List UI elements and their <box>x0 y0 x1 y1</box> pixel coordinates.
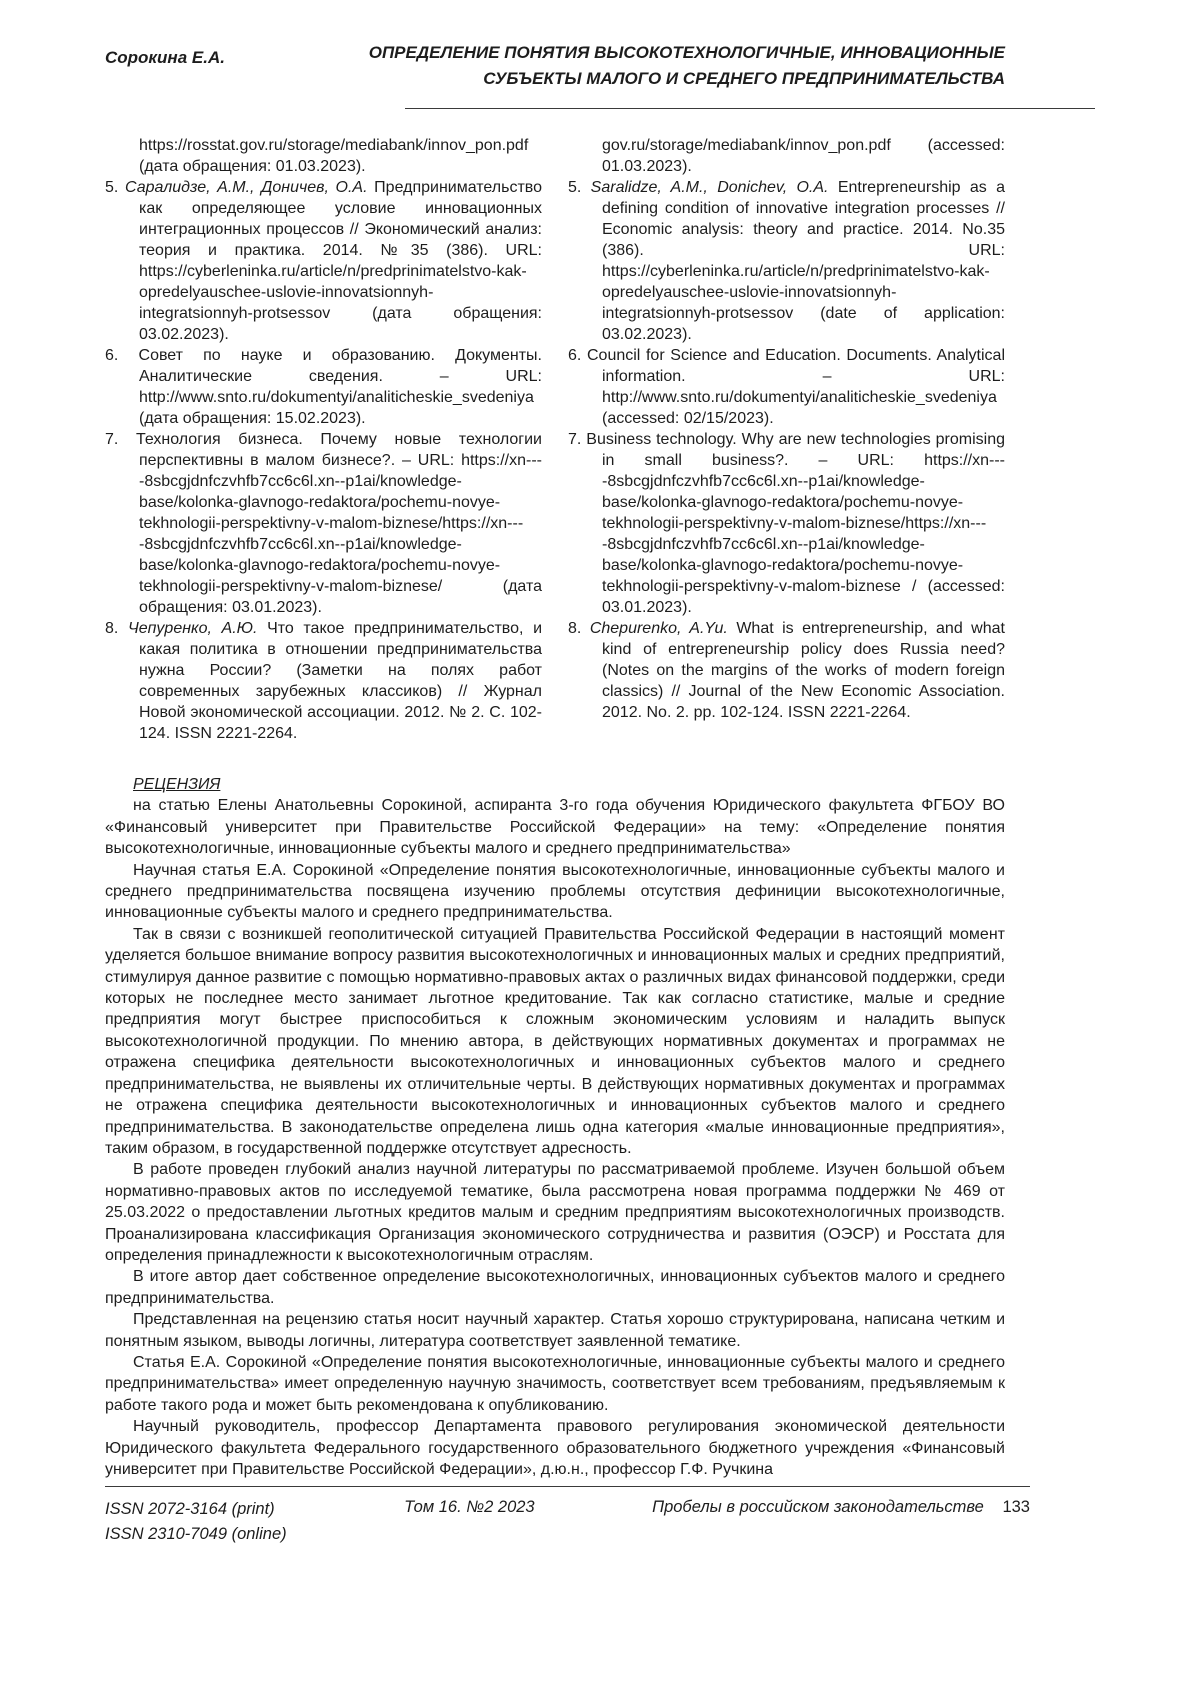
review-paragraph: В работе проведен глубокий анализ научной литературы по рассматриваемой проблеме. Изучен большой объем нормативно-правовых актов по исследуемой тематике, была рассмотрена новая программа поддержки № 469 от 25.03.2022 о предоставлении льготных кредитов малым и средним предприятиям высокотехнологичных производств. Проанализирована классификация Организация экономического сотрудничества и развития (ОЭСР) и Росстата для определения принадлежности к высокотехнологичным отраслям. <box>105 1161 1005 1264</box>
review-paragraph: В итоге автор дает собственное определение высокотехнологичных, инновационных субъектов малого и среднего предпринимательства. <box>105 1268 1005 1307</box>
page-number: 133 <box>1002 1498 1030 1516</box>
reference-text: Что такое предпринимательство, и какая политика в отношении предпринимательства нужна России? (Заметки на полях работ современных зарубежных классиков) // Журнал Новой экономической ассоциации. 2012. № 2. С. 102-124. ISSN 2221-2264. <box>139 620 543 742</box>
review-paragraph: Научный руководитель, профессор Департамента правового регулирования экономической деятельности Юридического факультета Федерального государственного образовательного бюджетного учреждения «Финансовый университет при Правительстве Российской Федерации», д.ю.н., профессор Г.Ф. Ручкина <box>105 1418 1005 1478</box>
author-name: Сорокина Е.А. <box>105 48 225 67</box>
reference-continuation: gov.ru/storage/mediabank/innov_pon.pdf (accessed: 01.03.2023). <box>602 137 1005 175</box>
reference-text: Entrepreneurship as a defining condition of innovative integration processes // Economic analysis: theory and practice. 2014. No.35 (386). URL: https://cyberleninka.ru/article/n/predprinimatelstvo-kak-opredelyauschee-uslovie-innovatsionnyh-integratsionnyh-protsessov (date of application: 03.02.2023). <box>602 179 1006 343</box>
reference-text: Совет по науке и образованию. Документы. Аналитические сведения. – URL: http://www.snto.ru/dokumentyi/analiticheskie_svedeniya (дата обращения: 15.02.2023). <box>138 347 543 427</box>
article-title-line1: ОПРЕДЕЛЕНИЕ ПОНЯТИЯ ВЫСОКОТЕХНОЛОГИЧНЫЕ, ИННОВАЦИОННЫЕ <box>368 43 1005 62</box>
header-rule <box>405 108 1095 109</box>
reference-text: Council for Science and Education. Documents. Analytical information. – URL: http://www.snto.ru/dokumentyi/analiticheskie_svedeniya (accessed: 02/15/2023). <box>586 347 1005 427</box>
reference-continuation: https://rosstat.gov.ru/storage/mediabank/innov_pon.pdf (дата обращения: 01.03.2023). <box>139 137 529 175</box>
issn-print: ISSN 2072-3164 (print) <box>105 1500 275 1518</box>
footer-row <box>105 1497 1030 1547</box>
reference-number: 8. <box>105 620 119 637</box>
review-paragraph: на статью Елены Анатольевны Сорокиной, аспиранта 3-го года обучения Юридического факультета ФГБОУ ВО «Финансовый университет при Правительстве Российской Федерации» на тему: «Определение понятия высокотехнологичные, инновационные субъекты малого и среднего предпринимательства» <box>105 797 1005 858</box>
reference-authors: Saralidze, A.M., Donichev, O.A. <box>590 179 829 196</box>
references-column-english <box>568 135 1005 744</box>
reference-text: What is entrepreneurship, and what kind of entrepreneurship policy does Russia need? (Notes on the margins of the works of modern foreign classics) // Journal of the New Economic Association. 2012. No. 2. pp. 102-124. ISSN 2221-2264. <box>602 620 1005 721</box>
volume-issue: Том 16. №2 2023 <box>404 1498 535 1516</box>
review-paragraph: Статья Е.А. Сорокиной «Определение понятия высокотехнологичные, инновационные субъекты малого и среднего предпринимательства» имеет определенную научную значимость, соответствует всем требованиям, предъявляемым к работе такого рода и может быть рекомендована к опубликованию. <box>105 1353 1005 1414</box>
reference-number: 6. <box>568 347 582 364</box>
reference-authors: Chepurenko, A.Yu. <box>589 620 728 637</box>
reference-number: 7. <box>105 431 119 448</box>
review-heading: РЕЦЕНЗИЯ <box>133 776 221 793</box>
article-title-line2: СУБЪЕКТЫ МАЛОГО И СРЕДНЕГО ПРЕДПРИНИМАТЕЛЬСТВА <box>483 69 1005 88</box>
reference-item <box>105 618 542 744</box>
issn-block <box>105 1497 287 1547</box>
page-header <box>0 0 1200 92</box>
reference-text: Предпринимательство как определяющее условие инновационных интеграционных процессов // Экономический анализ: теория и практика. 2014. №35 (386). URL: https://cyberleninka.ru/article/n/predprinimatelstvo-kak-opredelyauschee-uslovie-innovatsionnyh-integratsionnyh-protsessov (дата обращения: 03.02.2023). <box>139 179 543 343</box>
review-paragraph: Научная статья Е.А. Сорокиной «Определение понятия высокотехнологичные, инновационные субъекты малого и среднего предпринимательства посвящена изучению проблемы отсутствия дефиниции высокотехнологичные, инновационные субъекты малого и среднего предпринимательства. <box>105 861 1005 922</box>
reference-number: 6. <box>105 347 119 364</box>
reference-item <box>568 429 1005 618</box>
reference-item <box>105 345 542 429</box>
references-column-russian <box>105 135 542 744</box>
reference-item <box>568 618 1005 723</box>
review-paragraph: Представленная на рецензию статья носит научный характер. Статья хорошо структурирована, написана четким и понятным языком, выводы логичны, литература соответствует заявленной тематике. <box>105 1311 1005 1350</box>
page-footer <box>105 1486 1030 1547</box>
review-section <box>105 774 1005 1480</box>
issn-online: ISSN 2310-7049 (online) <box>105 1525 287 1543</box>
reference-item <box>105 177 542 345</box>
reference-authors: Саралидзе, А.М., Доничев, О.А. <box>124 179 368 196</box>
reference-item <box>568 345 1005 429</box>
reference-authors: Чепуренко, А.Ю. <box>127 620 258 637</box>
reference-text: Business technology. Why are new technologies promising in small business?. – URL: https://xn----8sbcgjdnfczvhfb7cc6c6l.xn--p1ai/knowledge-base/kolonka-glavnogo-redaktora/pochemu-novye-tekhnologii-perspektivny-v-malom-biznese/https://xn----8sbcgjdnfczvhfb7cc6c6l.xn--p1ai/knowledge-base/kolonka-glavnogo-redaktora/pochemu-novye-tekhnologii-perspektivny-v-malom-biznese / (accessed: 03.01.2023). <box>586 431 1005 616</box>
reference-number: 7. <box>568 431 582 448</box>
journal-name: Пробелы в российском законодательстве <box>652 1498 984 1516</box>
article-title <box>369 40 1005 92</box>
reference-number: 5. <box>568 179 582 196</box>
reference-number: 5. <box>105 179 119 196</box>
reference-item <box>105 429 542 618</box>
reference-item <box>568 177 1005 345</box>
reference-number: 8. <box>568 620 582 637</box>
review-paragraph: Так в связи с возникшей геополитической ситуацией Правительства Российской Федерации в настоящий момент уделяется большое внимание вопросу развития высокотехнологичных и инновационных малых и средних предприятий, стимулируя данное развитие с помощью нормативно-правовых актах о различных видах финансовой поддержки, среди которых не последнее место занимает льготное кредитование. Так как согласно статистике, малые и средние предприятия могут быстрее приспособиться к сложным экономическим условиям и наладить выпуск высокотехнологичной продукции. По мнению автора, в действующих нормативных документах и программах не отражена специфика деятельности высокотехнологичных и инновационных субъектов малого и среднего предпринимательства, не выявлены их отличительные черты. В действующих нормативных документах и программах не отражена специфика деятельности высокотехнологичных и инновационных субъектов малого и среднего предпринимательства. В законодательстве определена лишь одна категория «малые инновационные предприятия», таким образом, в государственной поддержке отсутствует адресность. <box>105 925 1005 1157</box>
journal-name-block <box>652 1497 1030 1517</box>
references-section <box>105 135 1005 744</box>
reference-text: Технология бизнеса. Почему новые технологии перспективны в малом бизнесе?. – URL: https://xn----8sbcgjdnfczvhfb7cc6c6l.xn--p1ai/knowledge-base/kolonka-glavnogo-redaktora/pochemu-novye-tekhnologii-perspektivny-v-malom-biznese/https://xn----8sbcgjdnfczvhfb7cc6c6l.xn--p1ai/knowledge-base/kolonka-glavnogo-redaktora/pochemu-novye-tekhnologii-perspektivny-v-malom-biznese/ (дата обращения: 03.01.2023). <box>135 431 542 616</box>
